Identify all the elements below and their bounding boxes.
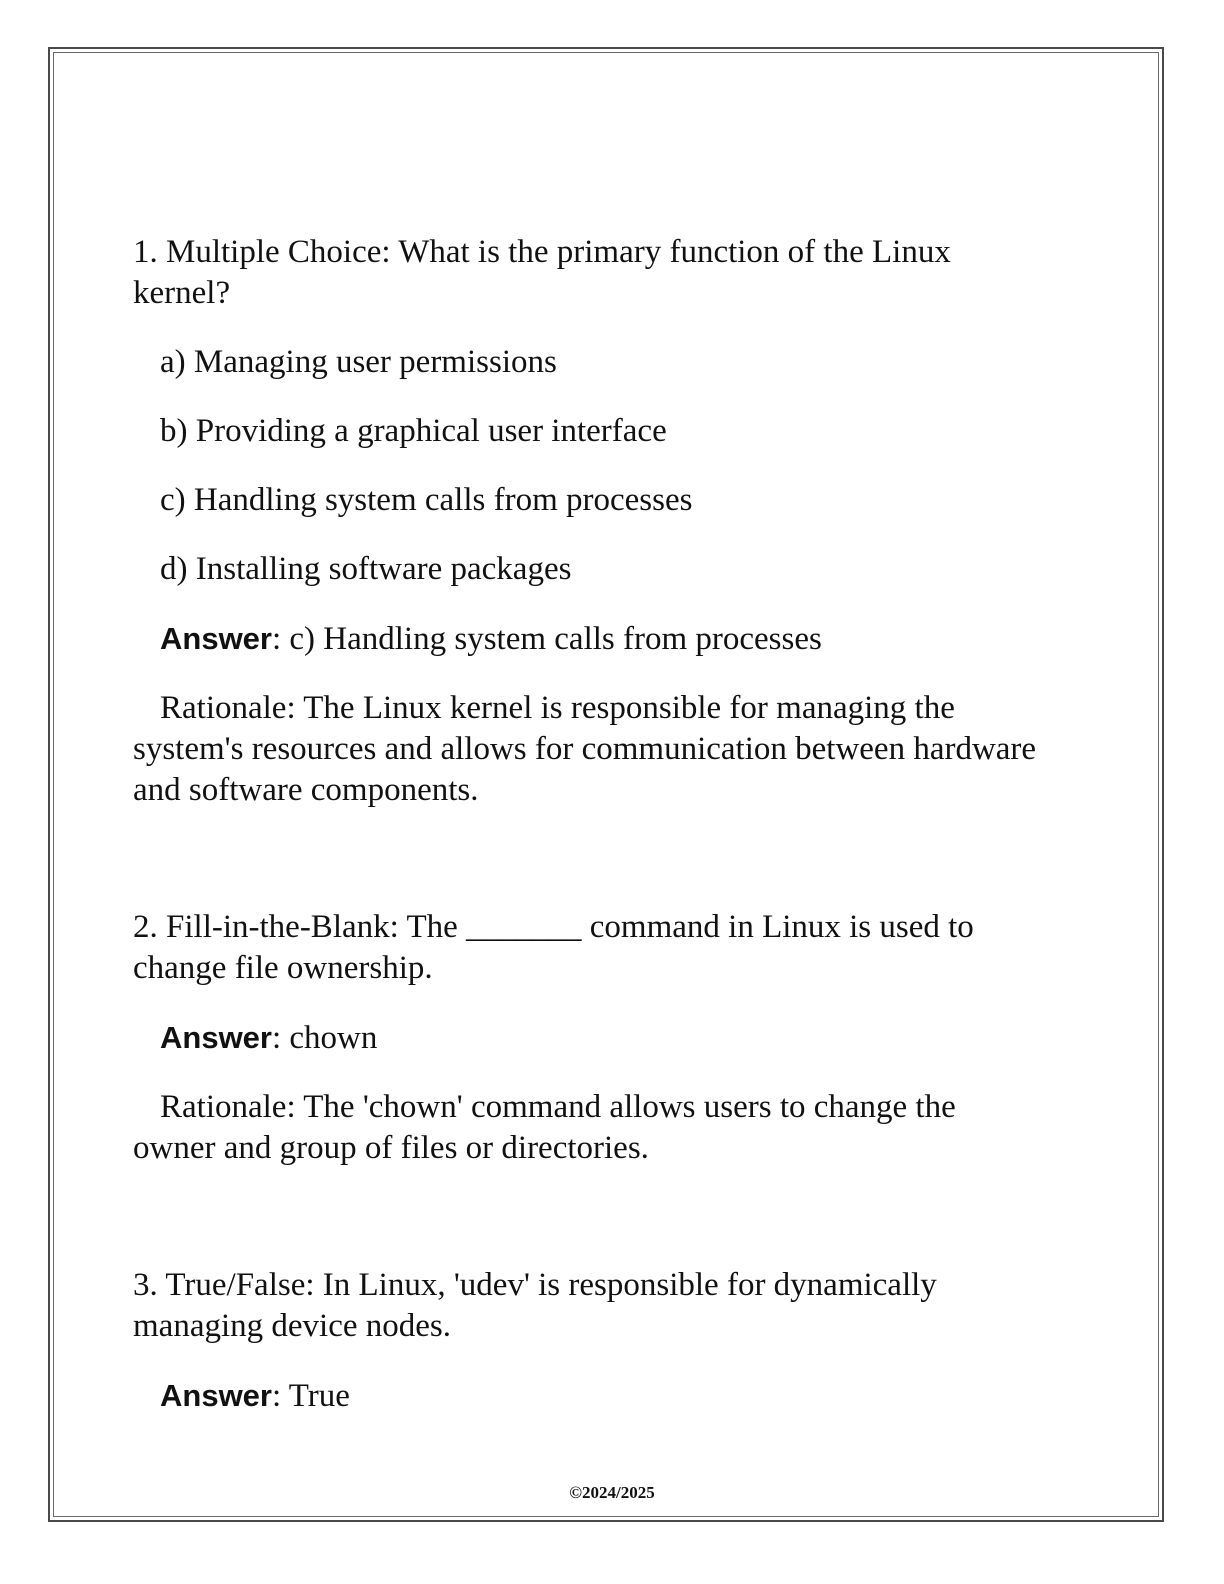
question-2-answer	[133, 1017, 1043, 1059]
question-2-text: 2. Fill-in-the-Blank: The _______ command in Linux is used to change file ownership.	[133, 909, 974, 986]
question-2-rationale: Rationale: The 'chown' command allows users to change the owner and group of files or directories.	[133, 1089, 956, 1166]
question-3-answer	[133, 1375, 1043, 1417]
question-3-text: 3. True/False: In Linux, 'udev' is responsible for dynamically managing device nodes.	[133, 1267, 937, 1344]
question-block-1	[133, 232, 1043, 811]
footer-copyright: ©2024/2025	[569, 1483, 655, 1502]
question-1-answer	[133, 618, 1043, 660]
question-1-option-d: d) Installing software packages	[160, 551, 572, 587]
answer-text: : c) Handling system calls from processes	[271, 621, 822, 657]
question-1-option-b: b) Providing a graphical user interface	[160, 413, 667, 449]
answer-text: : True	[271, 1378, 350, 1414]
question-1-text: 1. Multiple Choice: What is the primary function of the Linux kernel?	[133, 234, 951, 311]
question-block-2	[133, 907, 1043, 1169]
answer-label: Answer	[160, 1378, 272, 1413]
document-body	[133, 232, 1043, 1417]
question-1-option-c: c) Handling system calls from processes	[160, 482, 693, 518]
answer-label: Answer	[160, 1020, 272, 1055]
question-block-3	[133, 1265, 1043, 1417]
answer-text: : chown	[271, 1020, 378, 1056]
question-1-rationale: Rationale: The Linux kernel is responsible for managing the system's resources and allows for communication between hardware and software components.	[133, 690, 1037, 808]
question-1-option-a: a) Managing user permissions	[160, 344, 557, 380]
answer-label: Answer	[160, 621, 272, 656]
